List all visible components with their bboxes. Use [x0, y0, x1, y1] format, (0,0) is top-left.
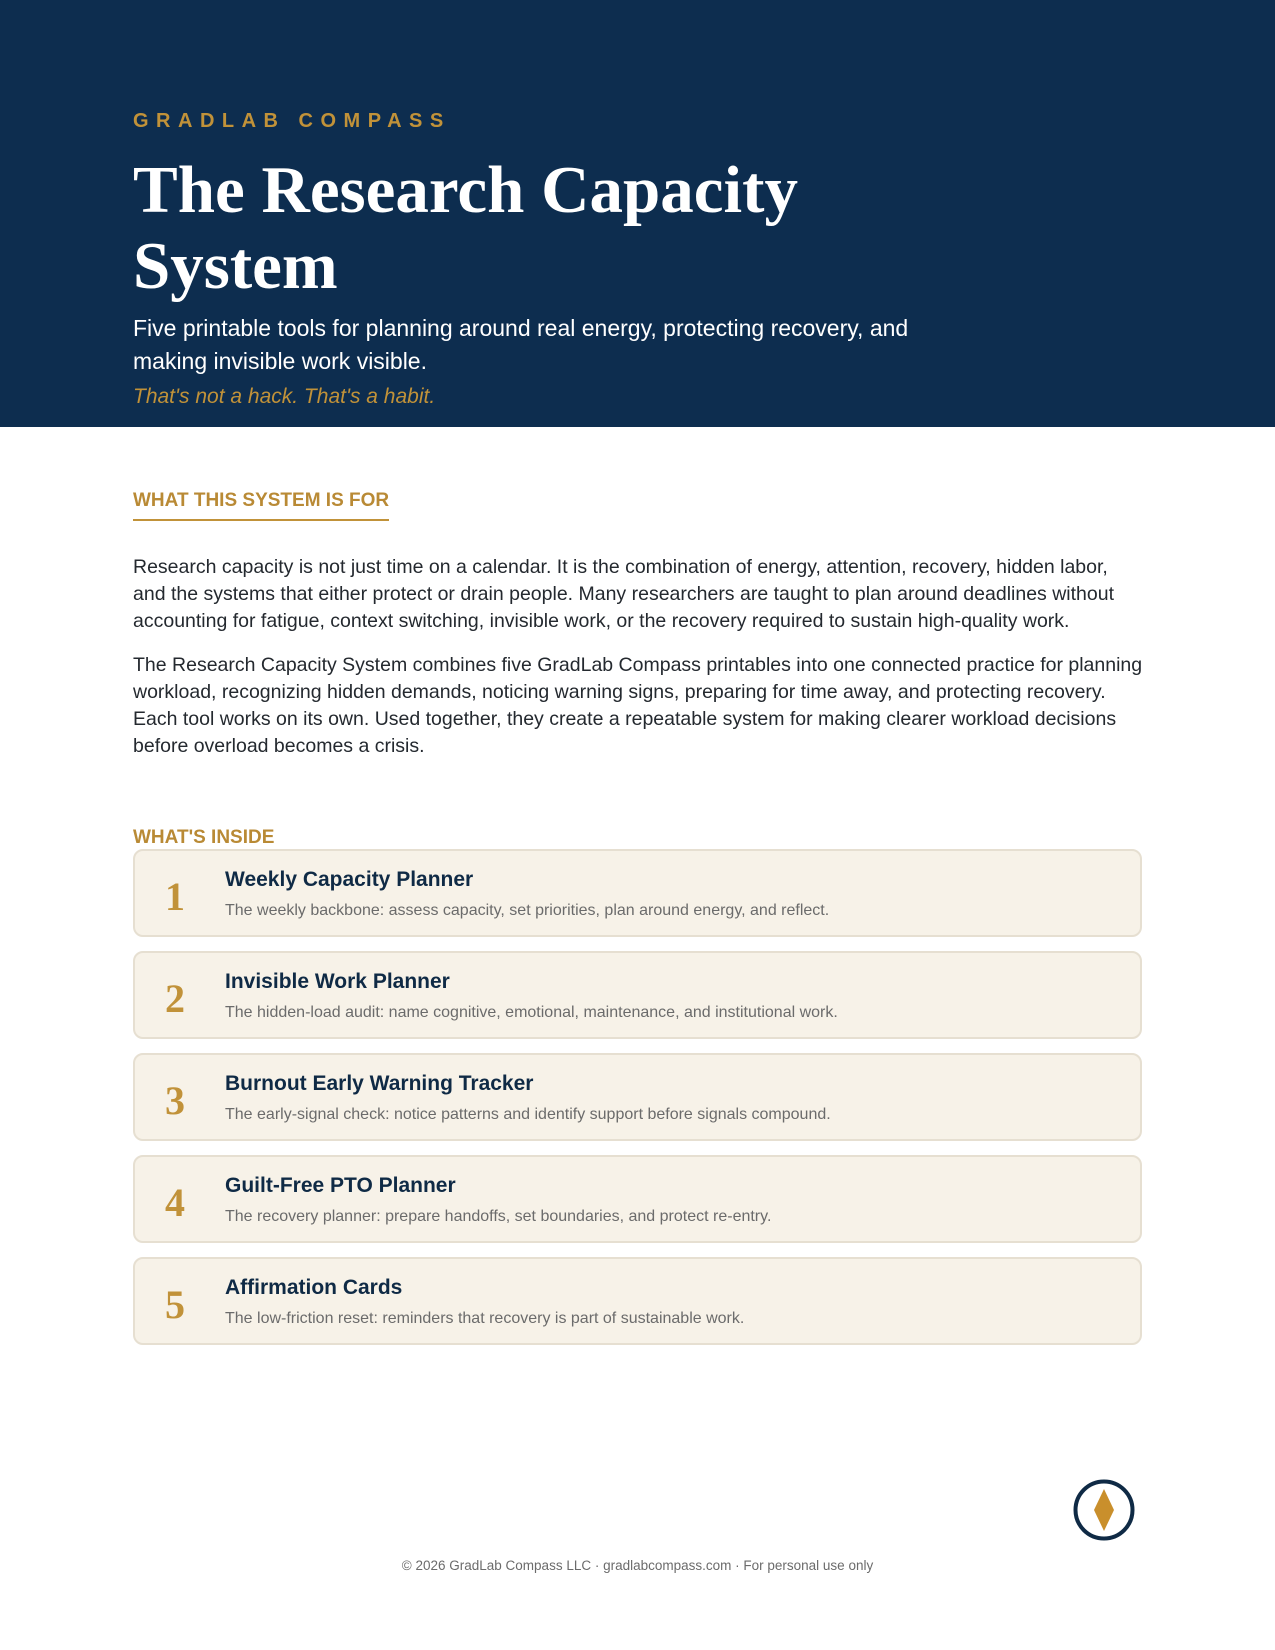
purpose-paragraph: Research capacity is not just time on a calendar. It is the combination of energy, attention, recovery, hidden labor, and the systems that either protect or drain people. Many researchers are taught to plan around deadlines without accounting for fatigue, context switching, invisible work, or the recovery required to sustain high-quality work. — [133, 556, 1114, 632]
page-subtitle: Five printable tools for planning around real energy, protecting recovery, and making invisible work visible. — [133, 315, 909, 374]
page-title: The Research Capacity System — [133, 153, 798, 303]
tool-number: 4 — [165, 1180, 185, 1225]
tool-title: Guilt-Free PTO Planner — [225, 1174, 456, 1197]
footer-copyright: © 2026 GradLab Compass LLC · gradlabcompass.com · For personal use only — [401, 1558, 874, 1573]
tool-number: 5 — [165, 1282, 185, 1327]
section-heading-purpose: WHAT THIS SYSTEM IS FOR — [133, 490, 389, 521]
tool-title: Invisible Work Planner — [225, 970, 450, 993]
purpose-paragraph: The Research Capacity System combines five GradLab Compass printables into one connected practice for planning workload, recognizing hidden demands, noticing warning signs, preparing for time away, and protecting recovery. Each tool works on its own. Used together, they create a repeatable system for making clearer workload decisions before overload becomes a crisis. — [133, 654, 1143, 757]
tool-description: The early-signal check: notice patterns and identify support before signals compound. — [225, 1106, 831, 1123]
tool-description: The weekly backbone: assess capacity, set priorities, plan around energy, and reflect. — [225, 902, 830, 919]
tool-description: The low-friction reset: reminders that recovery is part of sustainable work. — [225, 1310, 745, 1327]
compass-diamond-icon — [1073, 1479, 1135, 1541]
tool-card — [133, 1257, 1142, 1345]
tool-number: 2 — [165, 976, 185, 1021]
tool-title: Weekly Capacity Planner — [225, 868, 474, 891]
tool-card — [133, 1155, 1142, 1243]
tool-title: Burnout Early Warning Tracker — [225, 1072, 534, 1095]
tool-card — [133, 1053, 1142, 1141]
brand-eyebrow: GRADLAB COMPASS — [133, 110, 451, 132]
tool-list — [133, 849, 1142, 1359]
section-heading-inside: WHAT'S INSIDE — [133, 827, 275, 848]
tagline: That's not a hack. That's a habit. — [133, 385, 436, 408]
tool-description: The recovery planner: prepare handoffs, set boundaries, and protect re-entry. — [225, 1208, 772, 1225]
tool-card — [133, 849, 1142, 937]
tool-card — [133, 951, 1142, 1039]
hero-banner — [0, 0, 1275, 427]
tool-number: 3 — [165, 1078, 185, 1123]
tool-description: The hidden-load audit: name cognitive, emotional, maintenance, and institutional work. — [225, 1004, 838, 1021]
tool-title: Affirmation Cards — [225, 1276, 403, 1299]
tool-number: 1 — [165, 874, 185, 919]
